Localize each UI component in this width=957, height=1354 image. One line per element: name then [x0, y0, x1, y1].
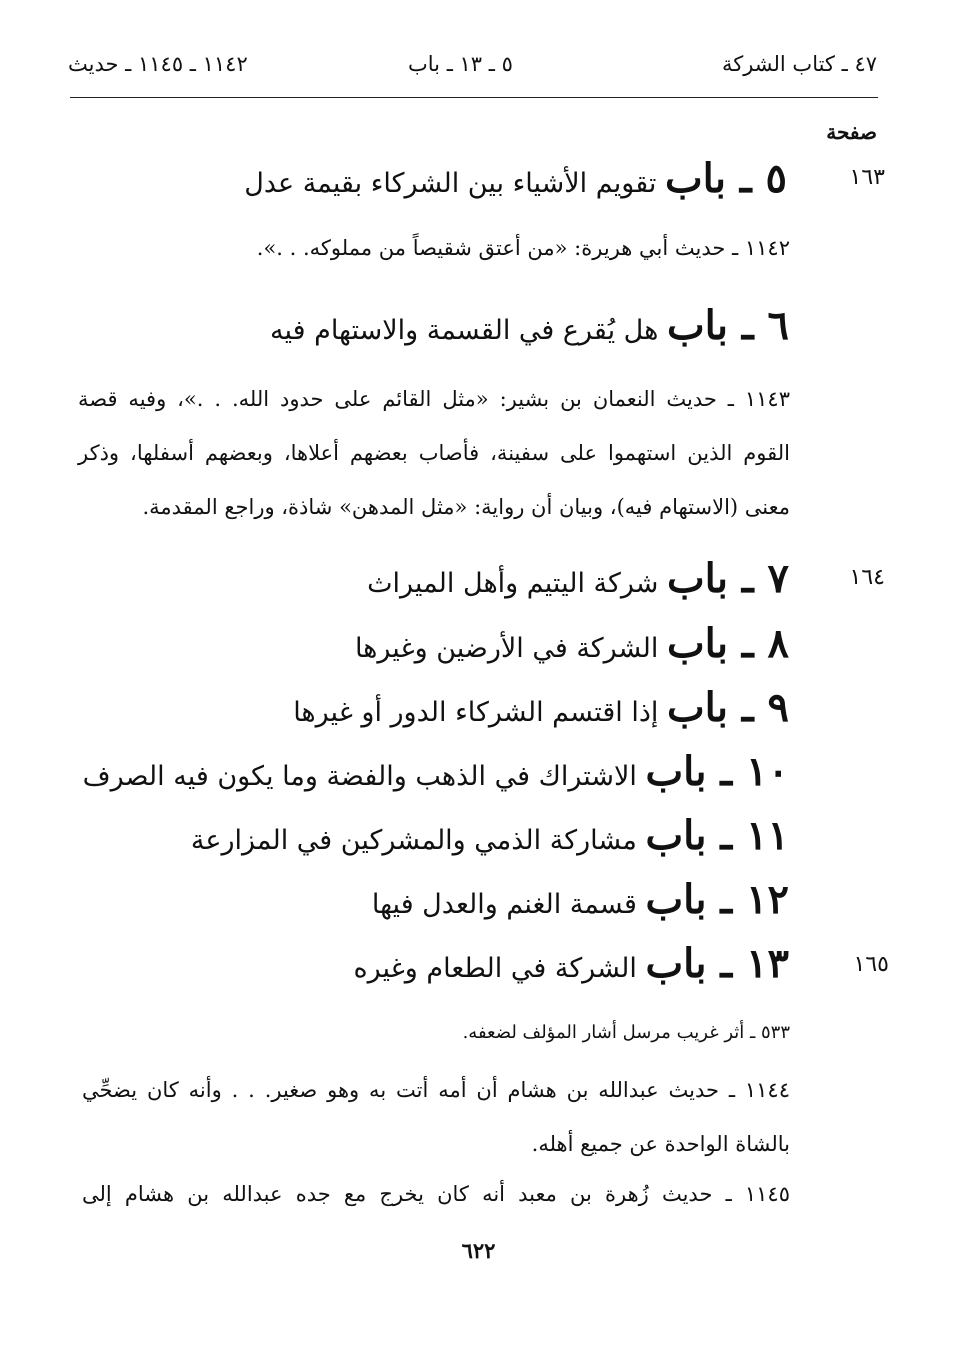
bab-10-heading — [83, 748, 789, 795]
hadith-1144 — [82, 1063, 790, 1171]
bab-13-number: ١٣ ـ باب — [645, 940, 789, 987]
header-section-range: ٥ ـ ١٣ ـ باب — [408, 52, 513, 76]
bab-5-heading — [244, 155, 787, 202]
bab-13-heading — [353, 940, 789, 987]
hadith-1145-line-1: ١١٤٥ ـ حديث زُهرة بن معبد أنه كان يخرج مع جده عبدالله بن هشام إلى — [82, 1182, 790, 1206]
bab-7-heading — [367, 555, 789, 602]
hadith-1142: ١١٤٢ ـ حديث أبي هريرة: «من أعتق شقيصاً من مملوكه. . .». — [256, 236, 790, 260]
bab-9-number: ٩ ـ باب — [666, 684, 789, 731]
bab-9-title: إذا اقتسم الشركاء الدور أو غيرها — [293, 697, 659, 728]
hadith-1145 — [82, 1167, 790, 1221]
hadith-1143-line-1: ١١٤٣ ـ حديث النعمان بن بشير: «مثل القائم على حدود الله. . .»، وفيه قصة — [78, 387, 790, 411]
bab-5-number: ٥ ـ باب — [664, 155, 787, 202]
bab-6-title: هل يُقرع في القسمة والاستهام فيه — [269, 315, 659, 346]
bab-6-number: ٦ ـ باب — [666, 302, 789, 349]
bab-12-title: قسمة الغنم والعدل فيها — [371, 889, 637, 920]
bab-7-number: ٧ ـ باب — [666, 555, 789, 602]
bab-11-number: ١١ ـ باب — [645, 812, 789, 859]
bab-5-title: تقويم الأشياء بين الشركاء بقيمة عدل — [244, 168, 657, 199]
header-rule — [70, 97, 878, 98]
bab-9-heading — [293, 684, 789, 731]
hadith-1144-line-1: ١١٤٤ ـ حديث عبدالله بن هشام أن أمه أتت به وهو صغير. . . وأنه كان يضحِّي — [82, 1078, 790, 1102]
bab-8-heading — [355, 620, 789, 667]
bab-7-title: شركة اليتيم وأهل الميراث — [367, 568, 659, 599]
bab-8-title: الشركة في الأرضين وغيرها — [354, 633, 659, 664]
bab-12-number: ١٢ ـ باب — [645, 876, 789, 923]
page-number: ٦٢٢ — [461, 1238, 496, 1263]
hadith-1143-line-3: معنى (الاستهام فيه)، وبيان أن رواية: «مثل المدهن» شاذة، وراجع المقدمة. — [142, 495, 790, 519]
header-hadith-range: ١١٤٢ ـ ١١٤٥ ـ حديث — [68, 52, 248, 76]
hadith-1143 — [78, 372, 790, 534]
athar-533: ٥٣٣ ـ أثر غريب مرسل أشار المؤلف لضعفه. — [462, 1022, 790, 1043]
bab-11-heading — [191, 812, 789, 859]
page-ref-163: ١٦٣ — [849, 165, 885, 190]
header-chapter: ٤٧ ـ كتاب الشركة — [721, 52, 877, 76]
bab-11-title: مشاركة الذمي والمشركين في المزارعة — [190, 825, 637, 856]
bab-10-title: الاشتراك في الذهب والفضة وما يكون فيه الصرف — [82, 761, 637, 792]
bab-6-heading — [270, 302, 789, 349]
bab-13-title: الشركة في الطعام وغيره — [353, 953, 637, 984]
page-ref-164: ١٦٤ — [849, 565, 885, 590]
hadith-1144-line-2: بالشاة الواحدة عن جميع أهله. — [531, 1132, 790, 1156]
bab-10-number: ١٠ ـ باب — [645, 748, 789, 795]
bab-8-number: ٨ ـ باب — [666, 620, 789, 667]
page-ref-165: ١٦٥ — [853, 952, 889, 977]
bab-12-heading — [372, 876, 789, 923]
hadith-1143-line-2: القوم الذين استهموا على سفينة، فأصاب بعضهم أعلاها، وبعضهم أسفلها، وذكر — [78, 441, 790, 465]
page-column-label: صفحة — [826, 120, 877, 144]
